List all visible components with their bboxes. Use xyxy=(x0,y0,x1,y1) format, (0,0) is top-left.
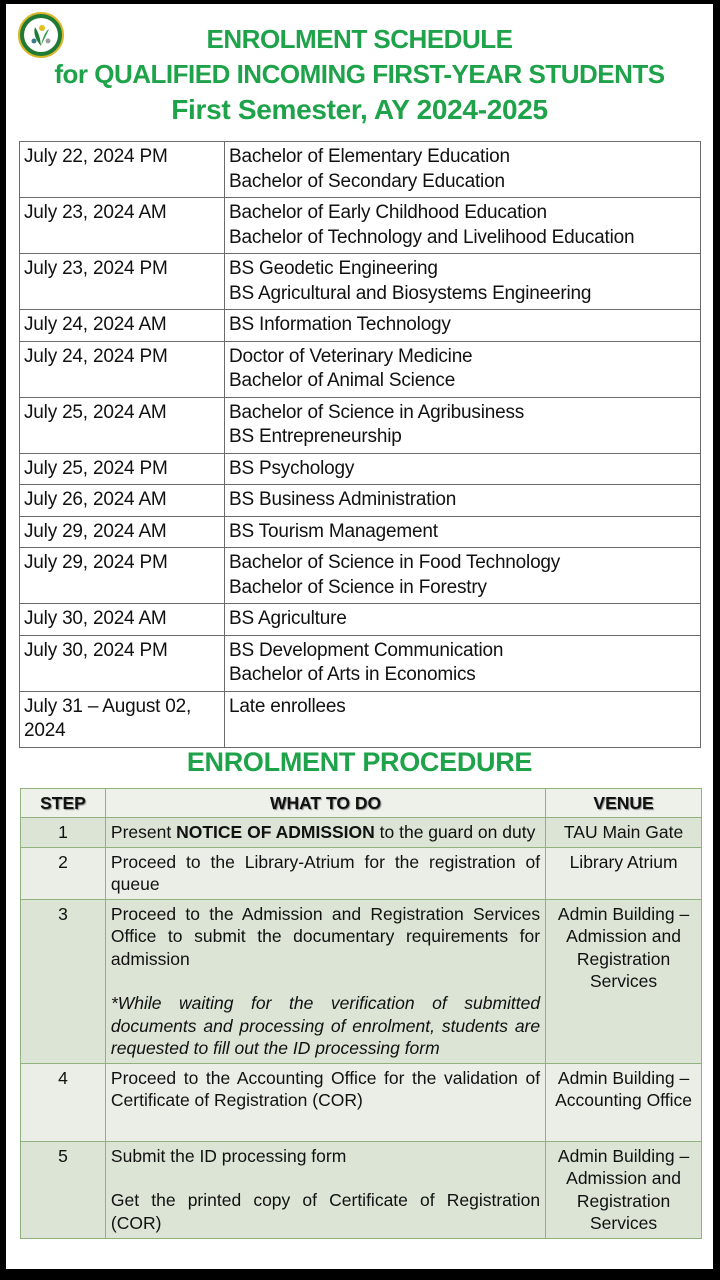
schedule-date: July 26, 2024 AM xyxy=(20,485,225,517)
program-name: BS Psychology xyxy=(229,457,355,479)
schedule-programs xyxy=(225,453,701,485)
schedule-row xyxy=(20,453,701,485)
page-title xyxy=(6,22,713,128)
instruction-text: Get the printed copy of Certificate of Registration (COR) xyxy=(110,1190,541,1233)
schedule-programs xyxy=(225,254,701,310)
schedule-row xyxy=(20,635,701,691)
instruction-text: to the guard on duty xyxy=(374,822,536,842)
schedule-programs xyxy=(225,397,701,453)
procedure-row xyxy=(21,818,702,848)
schedule-row xyxy=(20,548,701,604)
instruction-text: Proceed to the Admission and Registration Services Office to submit the documentary requirements for admission xyxy=(110,903,541,969)
program-name: Late enrollees xyxy=(229,695,346,717)
instruction-bold-text: NOTICE OF ADMISSION xyxy=(176,822,375,842)
schedule-row xyxy=(20,254,701,310)
procedure-row xyxy=(21,1063,702,1141)
schedule-row xyxy=(20,341,701,397)
schedule-programs xyxy=(225,635,701,691)
schedule-programs xyxy=(225,198,701,254)
schedule-programs xyxy=(225,142,701,198)
schedule-date: July 23, 2024 AM xyxy=(20,198,225,254)
program-name: BS Agricultural and Biosystems Engineering xyxy=(229,282,592,304)
step-venue: Admin Building – Admission and Registration Services xyxy=(546,899,702,1063)
schedule-programs xyxy=(225,485,701,517)
schedule-row xyxy=(20,604,701,636)
program-name: Bachelor of Elementary Education xyxy=(229,146,510,167)
schedule-date: July 24, 2024 PM xyxy=(20,341,225,397)
step-instruction xyxy=(105,1141,545,1238)
step-instruction xyxy=(105,818,545,848)
step-number: 2 xyxy=(21,847,106,899)
procedure-title: ENROLMENT PROCEDURE xyxy=(186,747,533,777)
schedule-programs xyxy=(225,604,701,636)
procedure-header-row xyxy=(21,789,702,818)
program-name: Bachelor of Secondary Education xyxy=(229,170,505,192)
schedule-row xyxy=(20,397,701,453)
program-name: BS Entrepreneurship xyxy=(229,426,402,447)
step-venue: Admin Building – Admission and Registration Services xyxy=(546,1141,702,1238)
procedure-row xyxy=(21,1141,702,1238)
schedule-date: July 25, 2024 AM xyxy=(20,397,225,453)
schedule-programs xyxy=(225,516,701,548)
schedule-date: July 29, 2024 PM xyxy=(20,548,225,604)
document-page xyxy=(6,4,713,1269)
schedule-row xyxy=(20,516,701,548)
schedule-row xyxy=(20,142,701,198)
step-number: 1 xyxy=(21,818,106,848)
schedule-date: July 24, 2024 AM xyxy=(20,310,225,342)
program-name: BS Agriculture xyxy=(229,608,347,629)
program-name: BS Development Communication xyxy=(229,639,504,661)
program-name: Bachelor of Animal Science xyxy=(229,370,456,391)
schedule-row xyxy=(20,198,701,254)
program-name: Bachelor of Early Childhood Education xyxy=(229,202,547,223)
step-venue: TAU Main Gate xyxy=(546,818,702,848)
schedule-row xyxy=(20,691,701,747)
schedule-date: July 23, 2024 PM xyxy=(20,254,225,310)
schedule-date: July 30, 2024 PM xyxy=(20,635,225,691)
program-name: BS Tourism Management xyxy=(229,520,438,542)
step-venue: Admin Building – Accounting Office xyxy=(546,1063,702,1141)
schedule-date: July 29, 2024 AM xyxy=(20,516,225,548)
schedule-programs xyxy=(225,341,701,397)
schedule-date: July 31 – August 02, 2024 xyxy=(20,691,225,747)
program-name: BS Information Technology xyxy=(229,314,451,335)
schedule-programs xyxy=(225,691,701,747)
header-venue: VENUE xyxy=(546,789,702,818)
program-name: Bachelor of Science in Food Technology xyxy=(229,552,561,573)
title-line-3: First Semester, AY 2024-2025 xyxy=(171,94,548,125)
enrolment-procedure-table xyxy=(20,788,702,1239)
program-name: Bachelor of Arts in Economics xyxy=(229,664,476,685)
program-name: Bachelor of Science in Agribusiness xyxy=(229,401,525,423)
program-name: Bachelor of Technology and Livelihood Education xyxy=(229,226,635,248)
step-instruction: Proceed to the Library-Atrium for the registration of queue xyxy=(105,847,545,899)
title-line-1: ENROLMENT SCHEDULE xyxy=(206,24,513,54)
procedure-row xyxy=(21,899,702,1063)
program-name: Bachelor of Science in Forestry xyxy=(229,576,487,598)
enrolment-schedule-table xyxy=(19,141,701,748)
step-number: 5 xyxy=(21,1141,106,1238)
step-instruction xyxy=(105,899,545,1063)
header-what-to-do: WHAT TO DO xyxy=(105,789,545,818)
instruction-text: Submit the ID processing form xyxy=(110,1145,347,1166)
step-instruction: Proceed to the Accounting Office for the validation of Certificate of Registration (COR) xyxy=(105,1063,545,1141)
instruction-text: Present xyxy=(110,822,177,842)
step-venue: Library Atrium xyxy=(546,847,702,899)
schedule-row xyxy=(20,485,701,517)
schedule-date: July 25, 2024 PM xyxy=(20,453,225,485)
schedule-date: July 22, 2024 PM xyxy=(20,142,225,198)
program-name: Doctor of Veterinary Medicine xyxy=(229,345,473,367)
procedure-row xyxy=(21,847,702,899)
schedule-programs xyxy=(225,310,701,342)
schedule-date: July 30, 2024 AM xyxy=(20,604,225,636)
header-step: STEP xyxy=(21,789,106,818)
program-name: BS Business Administration xyxy=(229,489,457,510)
step-number: 3 xyxy=(21,899,106,1063)
title-line-2: for QUALIFIED INCOMING FIRST-YEAR STUDENTS xyxy=(54,59,665,89)
step-number: 4 xyxy=(21,1063,106,1141)
schedule-row xyxy=(20,310,701,342)
schedule-programs xyxy=(225,548,701,604)
instruction-note: *While waiting for the verification of submitted documents and processing of enrolment, students are requested to fill out the ID processing form xyxy=(110,993,541,1058)
program-name: BS Geodetic Engineering xyxy=(229,258,438,279)
